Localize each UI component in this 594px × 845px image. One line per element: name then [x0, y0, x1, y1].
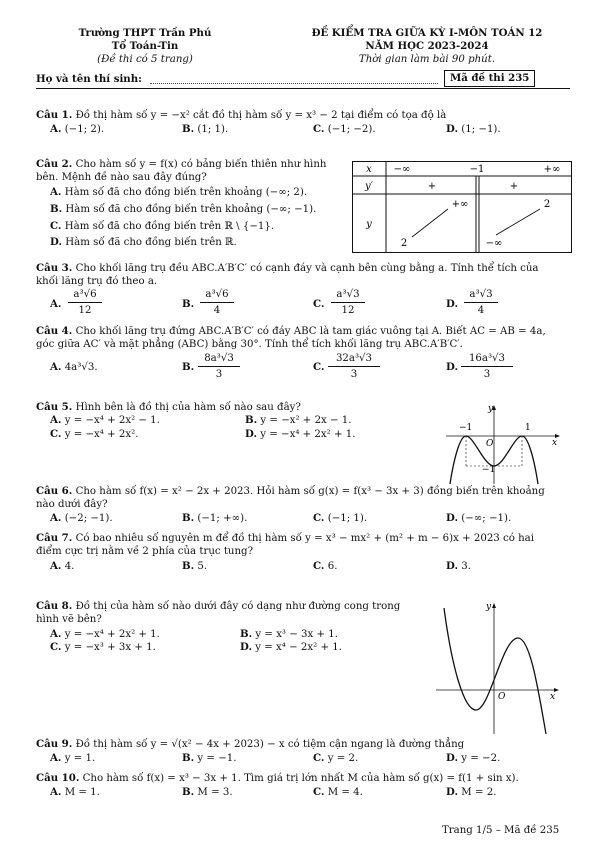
q9-option-d[interactable]: D. y = −2. [446, 752, 501, 764]
table-plus-1: + [427, 181, 437, 192]
page-footer: Trang 1/5 – Mã đề 235 [442, 825, 560, 836]
question-4-line2: góc giữa AC′ và mặt phẳng (ABC) bằng 30°. Tính thể tích khối lăng trụ ABC.A′B′C′. [36, 339, 463, 350]
q2-option-d[interactable]: D. Hàm số đã cho đồng biến trên ℝ. [50, 236, 237, 248]
header-divider [36, 88, 570, 89]
question-6-line2: nào dưới đây? [36, 499, 108, 510]
q8-y-label: y [486, 602, 492, 612]
q8-option-b[interactable]: B. y = x³ − 3x + 1. [240, 628, 338, 640]
exam-title: ĐỀ KIỂM TRA GIỮA KỲ I-MÔN TOÁN 12 [311, 27, 543, 39]
q5-tick-minus1: −1 [459, 423, 473, 433]
q3-a-numerator: a³√6 [73, 289, 97, 300]
q3-option-b[interactable]: B. [182, 298, 195, 310]
table-plus-2: + [509, 181, 519, 192]
q5-graph [442, 400, 564, 486]
q7-option-b[interactable]: B. 5. [182, 560, 208, 572]
q10-option-a[interactable]: A. M = 1. [50, 786, 100, 798]
q9-option-a[interactable]: A. y = 1. [50, 752, 96, 764]
q5-option-a[interactable]: A. y = −x⁴ + 2x² − 1. [50, 414, 160, 426]
q7-option-c[interactable]: C. 6. [313, 560, 338, 572]
q2-option-a[interactable]: A. Hàm số đã cho đồng biến trên khoảng (−∞; 2). [50, 186, 308, 198]
q10-option-c[interactable]: C. M = 4. [313, 786, 363, 798]
q2-option-c[interactable]: C. Hàm số đã cho đồng biến trên ℝ \ {−1}. [50, 220, 275, 232]
q4-option-b[interactable]: B. [182, 361, 195, 373]
q5-origin: O [486, 439, 494, 449]
q5-tick-y-minus1: −1 [482, 465, 496, 475]
q6-option-a[interactable]: A. (−2; −1). [50, 512, 113, 524]
table-neg-inf: −∞ [393, 164, 411, 175]
q5-option-c[interactable]: C. y = −x⁴ + 2x². [50, 428, 139, 440]
q8-curve [444, 608, 546, 734]
page-count: (Đề thi có 5 trang) [97, 54, 193, 65]
q6-option-c[interactable]: C. (−1; 1). [313, 512, 368, 524]
question-9: Câu 9. Đồ thị hàm số y = √(x² − 4x + 2023) − x có tiệm cận ngang là đường thẳng [36, 738, 465, 750]
q8-option-c[interactable]: C. y = −x³ + 3x + 1. [50, 641, 156, 653]
name-blank [150, 83, 438, 84]
question-4: Câu 4. Cho khối lăng trụ đứng ABC.A′B′C′ có đáy ABC là tam giác vuông tại A. Biết AC = AB = 4a, [36, 325, 546, 337]
q9-option-c[interactable]: C. y = 2. [313, 752, 359, 764]
table-yprime: y′ [365, 181, 373, 192]
question-6: Câu 6. Cho hàm số f(x) = x² − 2x + 2023. Hỏi hàm số g(x) = f(x³ − 3x + 3) đồng biến trên khoảng [36, 485, 545, 497]
q6-option-d[interactable]: D. (−∞; −1). [446, 512, 512, 524]
q5-option-d[interactable]: D. y = −x⁴ + 2x² + 1. [245, 428, 356, 440]
q5-y-label: y [488, 404, 494, 414]
table-x: x [366, 164, 372, 175]
question-5: Câu 5. Hình bên là đồ thị của hàm số nào sau đây? [36, 401, 301, 413]
exam-code: Mã đề thi 235 [444, 70, 535, 87]
q8-option-a[interactable]: A. y = −x⁴ + 2x² + 1. [50, 628, 160, 640]
q1-option-b[interactable]: B. (1; 1). [182, 123, 229, 135]
q5-tick-1: 1 [525, 423, 531, 433]
q4-option-d[interactable]: D. [446, 361, 459, 373]
name-label: Họ và tên thí sinh: [36, 73, 142, 85]
table-arrow-1 [412, 209, 448, 237]
q8-origin: O [498, 692, 506, 702]
q5-option-b[interactable]: B. y = −x² + 2x − 1. [245, 414, 352, 426]
table-y: y [366, 219, 372, 230]
variation-table [352, 161, 572, 253]
question-10: Câu 10. Cho hàm số f(x) = x³ − 3x + 1. Tìm giá trị lớn nhất M của hàm số g(x) = f(1 + sin x). [36, 772, 519, 784]
q7-option-a[interactable]: A. 4. [50, 560, 75, 572]
q4-option-a[interactable]: A. 4a³√3. [50, 361, 98, 373]
question-8-line2: hình vẽ bên? [36, 614, 102, 625]
q2-option-b[interactable]: B. Hàm số đã cho đồng biến trên khoảng (−∞; −1). [50, 203, 317, 215]
table-arrow-2 [496, 209, 540, 235]
question-3-line2: khối lăng trụ đó theo a. [36, 276, 158, 287]
table-minus-one: −1 [469, 164, 485, 175]
q10-option-d[interactable]: D. M = 2. [446, 786, 497, 798]
question-1: Câu 1. Đồ thị hàm số y = −x² cắt đồ thị hàm số y = x³ − 2 tại điểm có tọa độ là [36, 109, 447, 121]
q8-graph [432, 598, 566, 736]
table-top-left: +∞ [451, 199, 469, 210]
q3-option-a[interactable]: A. [50, 298, 62, 310]
school-year: NĂM HỌC 2023-2024 [365, 40, 489, 52]
question-3: Câu 3. Cho khối lăng trụ đều ABC.A′B′C′ có cạnh đáy và cạnh bên cùng bằng a. Tính thể tích của [36, 262, 539, 274]
q5-x-label: x [552, 438, 558, 448]
q3-a-denominator: 12 [78, 305, 92, 316]
q4-option-c[interactable]: C. [313, 361, 325, 373]
table-top-right: 2 [543, 199, 551, 210]
question-7-line2: điểm cực trị nằm về 2 phía của trục tung? [36, 546, 254, 557]
school-name: Trường THPT Trần Phú [78, 27, 212, 39]
q1-option-d[interactable]: D. (1; −1). [446, 123, 501, 135]
table-pos-inf: +∞ [543, 164, 561, 175]
department: Tổ Toán-Tin [111, 40, 179, 52]
question-7: Câu 7. Có bao nhiêu số nguyên m để đồ thị hàm số y = x³ − mx² + (m² + m − 6)x + 2023 có hai [36, 532, 534, 544]
q8-option-d[interactable]: D. y = x⁴ − 2x² + 1. [240, 641, 342, 653]
question-2-line2: bên. Mệnh đề nào sau đây đúng? [36, 172, 207, 183]
q3-option-c[interactable]: C. [313, 298, 325, 310]
q7-option-d[interactable]: D. 3. [446, 560, 472, 572]
question-8: Câu 8. Đồ thị của hàm số nào dưới đây có dạng như đường cong trong [36, 600, 401, 612]
q10-option-b[interactable]: B. M = 3. [182, 786, 233, 798]
duration: Thời gian làm bài 90 phút. [358, 54, 496, 65]
q6-option-b[interactable]: B. (−1; +∞). [182, 512, 248, 524]
question-2: Câu 2. Cho hàm số y = f(x) có bảng biến thiên như hình [36, 158, 327, 170]
q1-option-a[interactable]: A. (−1; 2). [50, 123, 105, 135]
q9-option-b[interactable]: B. y = −1. [182, 752, 237, 764]
table-bottom-left: 2 [400, 238, 408, 249]
table-bottom-right: −∞ [485, 238, 503, 249]
q3-option-d[interactable]: D. [446, 298, 459, 310]
q1-option-c[interactable]: C. (−1; −2). [313, 123, 376, 135]
q8-x-label: x [550, 692, 556, 702]
